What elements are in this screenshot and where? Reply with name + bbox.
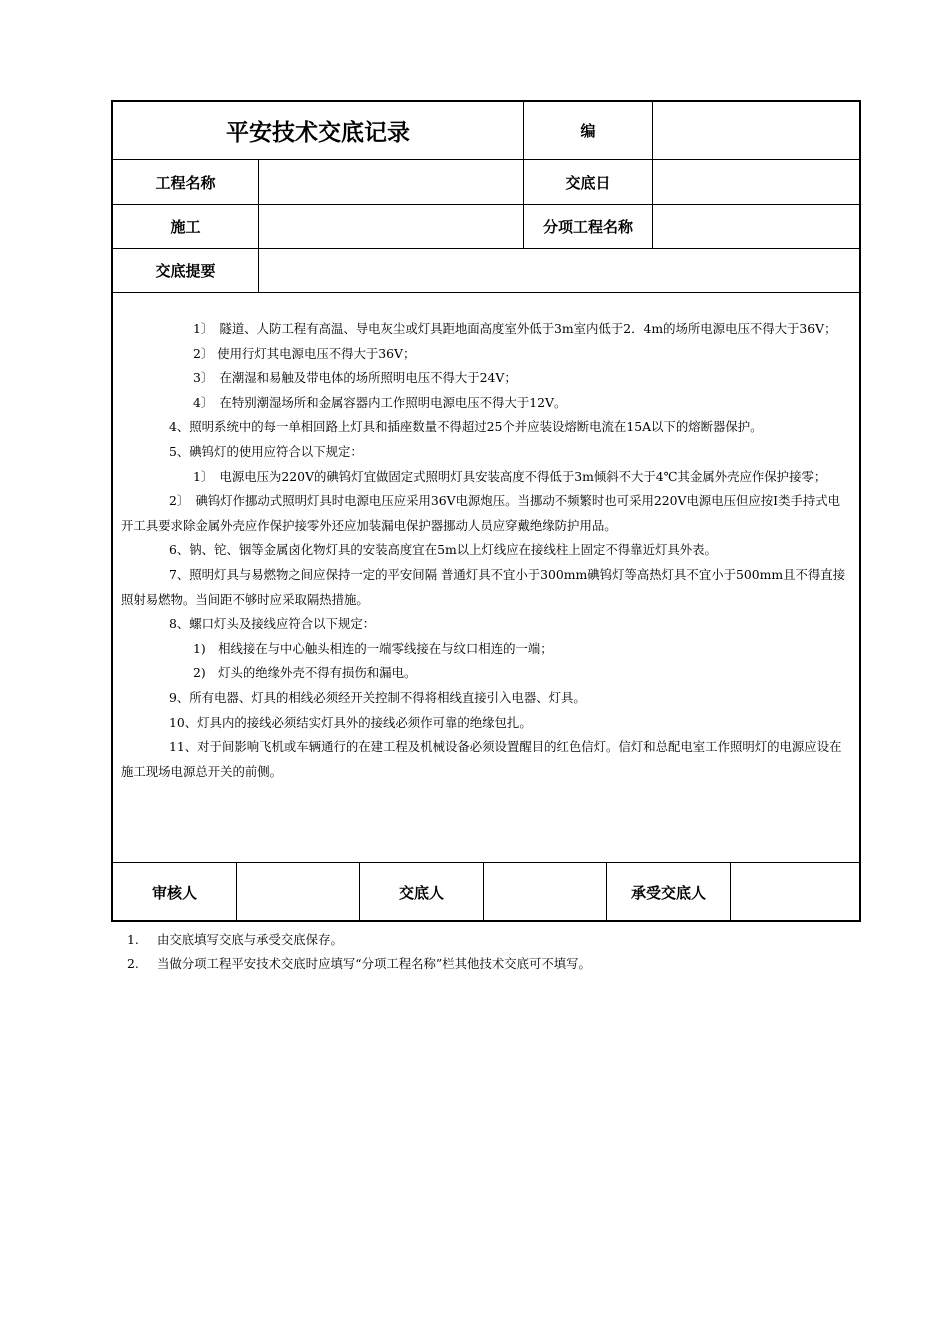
content-line: 4〕 在特别潮湿场所和金属容器内工作照明电源电压不得大于12V。 <box>193 394 567 410</box>
content-line: 6、钠、铊、铟等金属卤化物灯具的安装高度宜在5m以上灯线应在接线柱上固定不得靠近灯具外表。 <box>169 542 717 558</box>
content-line: 1〕 隧道、人防工程有高温、导电灰尘或灯具距地面高度室外低于3m室内低于2．4m的场所电源电压不得大于36V； <box>193 321 837 336</box>
code-field[interactable] <box>653 102 859 159</box>
footnote-item <box>111 928 861 952</box>
reviewer-label: 审核人 <box>151 884 197 902</box>
footnotes <box>111 928 861 976</box>
footnote-item <box>111 952 861 976</box>
discloser-label: 交底人 <box>398 884 444 902</box>
content-line: 2) 灯头的绝缘外壳不得有损伤和漏电。 <box>193 665 417 681</box>
construction-field[interactable] <box>259 205 523 248</box>
content-line: 7、照明灯具与易燃物之间应保持一定的平安间隔 普通灯具不宜小于300mm碘钨灯等高热灯具不宜小于500mm且不得直接照射易燃物。当间距不够时应采取隔热措施。 <box>121 566 846 607</box>
project-name-field[interactable] <box>259 160 523 204</box>
content-line: 1) 相线接在与中心触头相连的一端零线接在与纹口相连的一端； <box>193 640 553 656</box>
receiver-field[interactable] <box>731 863 859 922</box>
content-line: 8、螺口灯头及接线应符合以下规定： <box>169 616 376 632</box>
date-field[interactable] <box>653 160 859 204</box>
form-title: 平安技术交底记录 <box>226 120 410 146</box>
date-label: 交底日 <box>565 173 611 192</box>
footnote-number: 1. <box>127 932 139 947</box>
summary-field[interactable] <box>259 249 859 292</box>
project-name-label: 工程名称 <box>155 173 216 192</box>
sub-project-label: 分项工程名称 <box>542 218 633 236</box>
receiver-label: 承受交底人 <box>630 884 706 902</box>
summary-label: 交底提要 <box>155 262 216 280</box>
footnote-number: 2. <box>127 956 139 971</box>
code-label: 编 <box>580 122 596 140</box>
content-line: 2〕 使用行灯其电源电压不得大于36V； <box>193 345 416 361</box>
construction-label: 施工 <box>170 218 201 236</box>
content-line: 3〕 在潮湿和易触及带电体的场所照明电压不得大于24V； <box>193 370 517 386</box>
reviewer-field[interactable] <box>237 863 359 922</box>
content-line: 2〕 碘钨灯作挪动式照明灯具时电源电压应采用36V电源炮压。当挪动不频繁时也可采用220V电源电压但应按Ⅰ类手持式电开工具要求除金属外壳应作保护接零外还应加装漏电保护器挪动人员应穿戴绝缘防护用品。 <box>121 493 841 533</box>
disclosure-form <box>111 100 861 922</box>
content-line: 9、所有电器、灯具的相线必须经开关控制不得将相线直接引入电器、灯具。 <box>169 689 586 705</box>
content-line: 11、对于间影响飞机或车辆通行的在建工程及机械设备必须设置醒目的红色信灯。信灯和总配电室工作照明灯的电源应设在施工现场电源总开关的前侧。 <box>121 739 842 779</box>
disclosure-content <box>113 294 859 864</box>
footnote-text: 当做分项工程平安技术交底时应填写“分项工程名称”栏其他技术交底可不填写。 <box>157 956 591 971</box>
content-line: 5、碘钨灯的使用应符合以下规定： <box>169 443 363 459</box>
row-divider <box>113 292 859 293</box>
content-line: 10、灯具内的接线必须结实灯具外的接线必须作可靠的绝缘包扎。 <box>169 714 532 730</box>
content-line: 1〕 电源电压为220V的碘钨灯宜做固定式照明灯具安装高度不得低于3m倾斜不大于4℃其金属外壳应作保护接零； <box>193 468 827 484</box>
footnote-text: 由交底填写交底与承受交底保存。 <box>157 932 343 947</box>
sub-project-field[interactable] <box>653 205 859 248</box>
discloser-field[interactable] <box>484 863 606 922</box>
content-line: 4、照明系统中的每一单相回路上灯具和插座数量不得超过25个并应装设熔断电流在15A以下的熔断器保护。 <box>169 419 763 435</box>
